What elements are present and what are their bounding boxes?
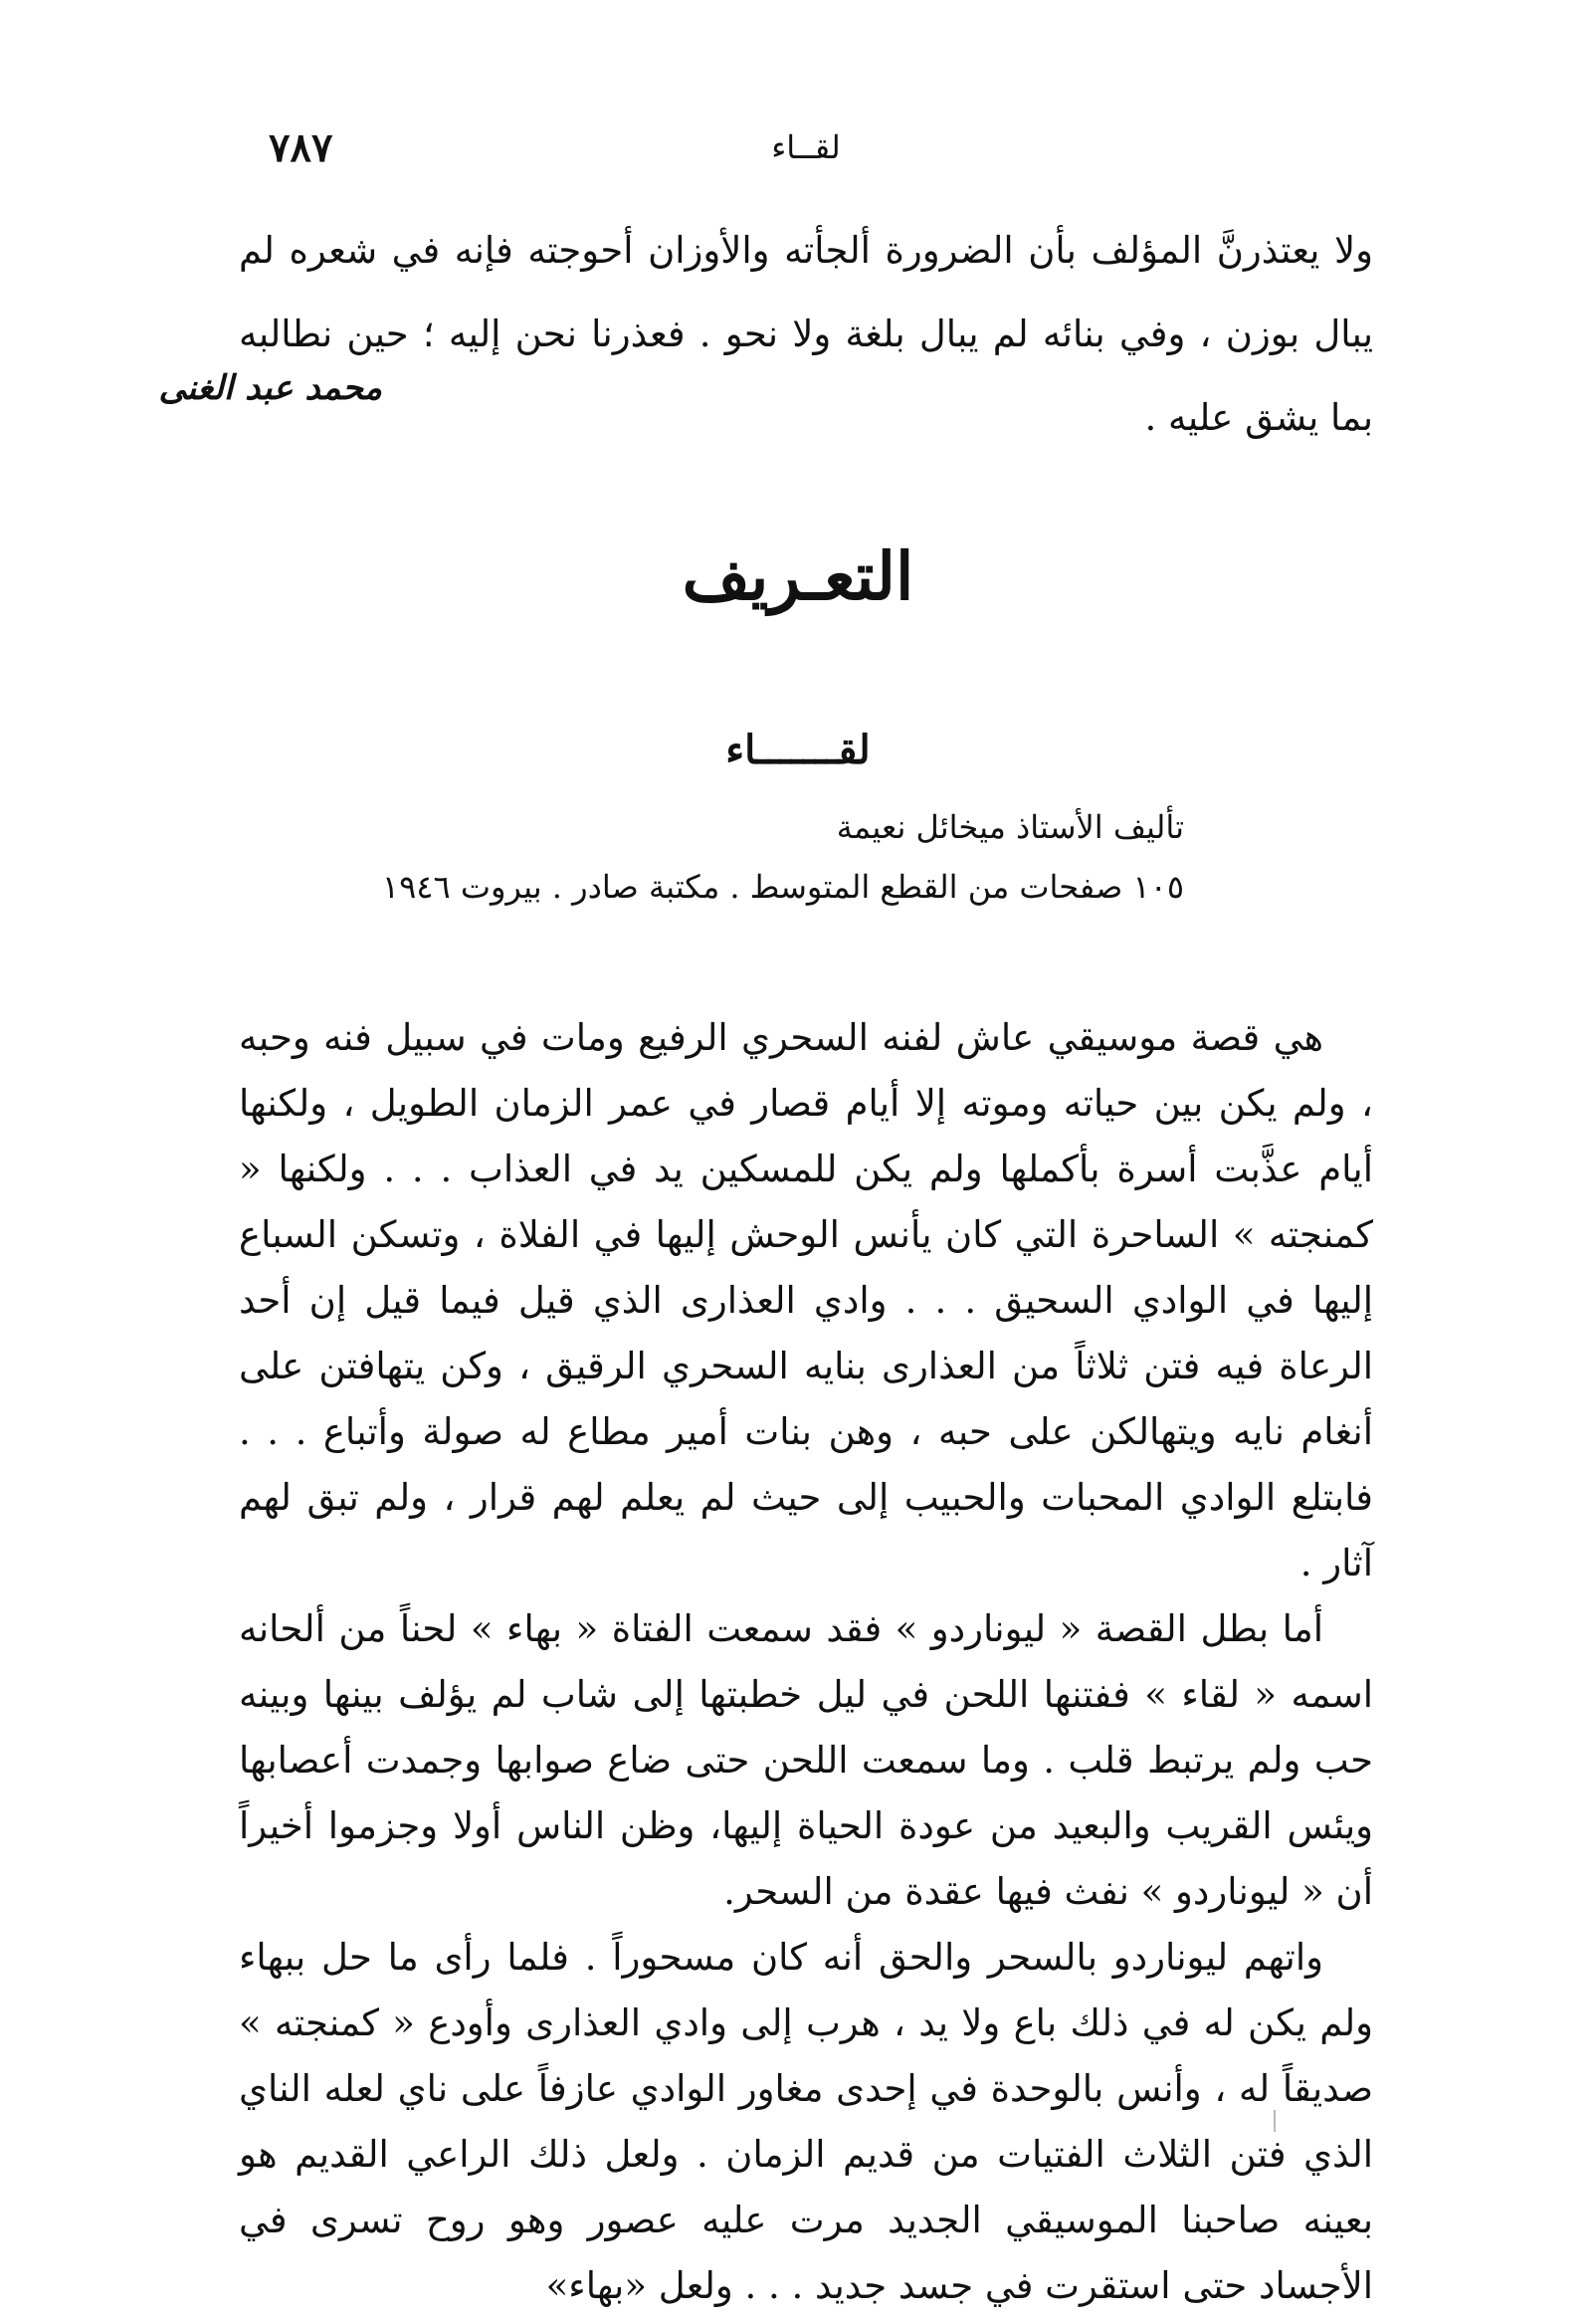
- review-author-line: تأليف الأستاذ ميخائل نعيمة: [836, 808, 1184, 846]
- section-title: التعـريف: [682, 537, 914, 615]
- paragraph: هي قصة موسيقي عاش لفنه السحري الرفيع ومات في سبيل فنه وحبه ، ولم يكن بين حياته وموته إلا أيام قصار في عمر الزمان الطويل ، ولكنها أيام عذَّبت أسرة بأكملها ولم يكن للمسكين يد في العذاب . . . ولكنها « كمنجته » الساحرة التي كان يأنس الوحش إليها في الفلاة ، وتسكن السباع إليها في الوادي السحيق . . . وادي العذارى الذي قيل فيما قيل إن أحد الرعاة فيه فتن ثلاثاً من العذارى بنايه السحري الرقيق ، وكن يتهافتن على أنغام نايه ويتهالكن على حبه ، وهن بنات أمير مطاع له صولة وأتباع . . . فابتلع الوادي المحبات والحبيب إلى حيث لم يعلم لهم قرار ، ولم تبق لهم آثار .: [239, 1016, 1373, 1584]
- author-signature: محمد عبد الغنى: [158, 368, 382, 408]
- review-book-title: لقـــــــاء: [725, 727, 871, 773]
- closing-paragraph: [239, 209, 1373, 460]
- paragraph: أما بطل القصة « ليوناردو » فقد سمعت الفتاة « بهاء » لحناً من ألحانه اسمه « لقاء » ففتنها اللحن في ليل خطبتها إلى شاب لم يؤلف بينها وبينه حب ولم يرتبط قلب . وما سمعت اللحن حتى ضاع صوابها وجمدت أعصابها ويئس القريب والبعيد من عودة الحياة إليها، وظن الناس أولا وجزموا أخيراً أن « ليوناردو » نفث فيها عقدة من السحر.: [239, 1607, 1373, 1913]
- running-header: [239, 124, 1373, 174]
- scan-mark: [1274, 2110, 1276, 2132]
- running-title: لقــاء: [771, 128, 841, 166]
- review-body: [239, 1005, 1373, 2319]
- paragraph: ولا يعتذرنَّ المؤلف بأن الضرورة ألجأته والأوزان أحوجته فإنه في شعره لم يبال بوزن ، وفي بنائه لم يبال بلغة ولا نحو . فعذرنا نحن إليه ؛ حين نطالبه بما يشق عليه .: [239, 229, 1373, 439]
- paragraph: واتهم ليوناردو بالسحر والحق أنه كان مسحوراً . فلما رأى ما حل ببهاء ولم يكن له في ذلك باع ولا يد ، هرب إلى وادي العذارى وأودع « كمنجته » صديقاً له ، وأنس بالوحدة في إحدى مغاور الوادي عازفاً على ناي لعله الناي الذي فتن الثلاث الفتيات من قديم الزمان . ولعل ذلك الراعي القديم هو بعينه صاحبنا الموسيقي الجديد مرت عليه عصور وهو روح تسرى في الأجساد حتى استقرت في جسد جديد . . . ولعل «بهاء»: [239, 1936, 1373, 2307]
- review-publication-line: ١٠٥ صفحات من القطع المتوسط . مكتبة صادر . بيروت ١٩٤٦: [381, 868, 1184, 906]
- page-number: ٧٨٧: [269, 124, 333, 171]
